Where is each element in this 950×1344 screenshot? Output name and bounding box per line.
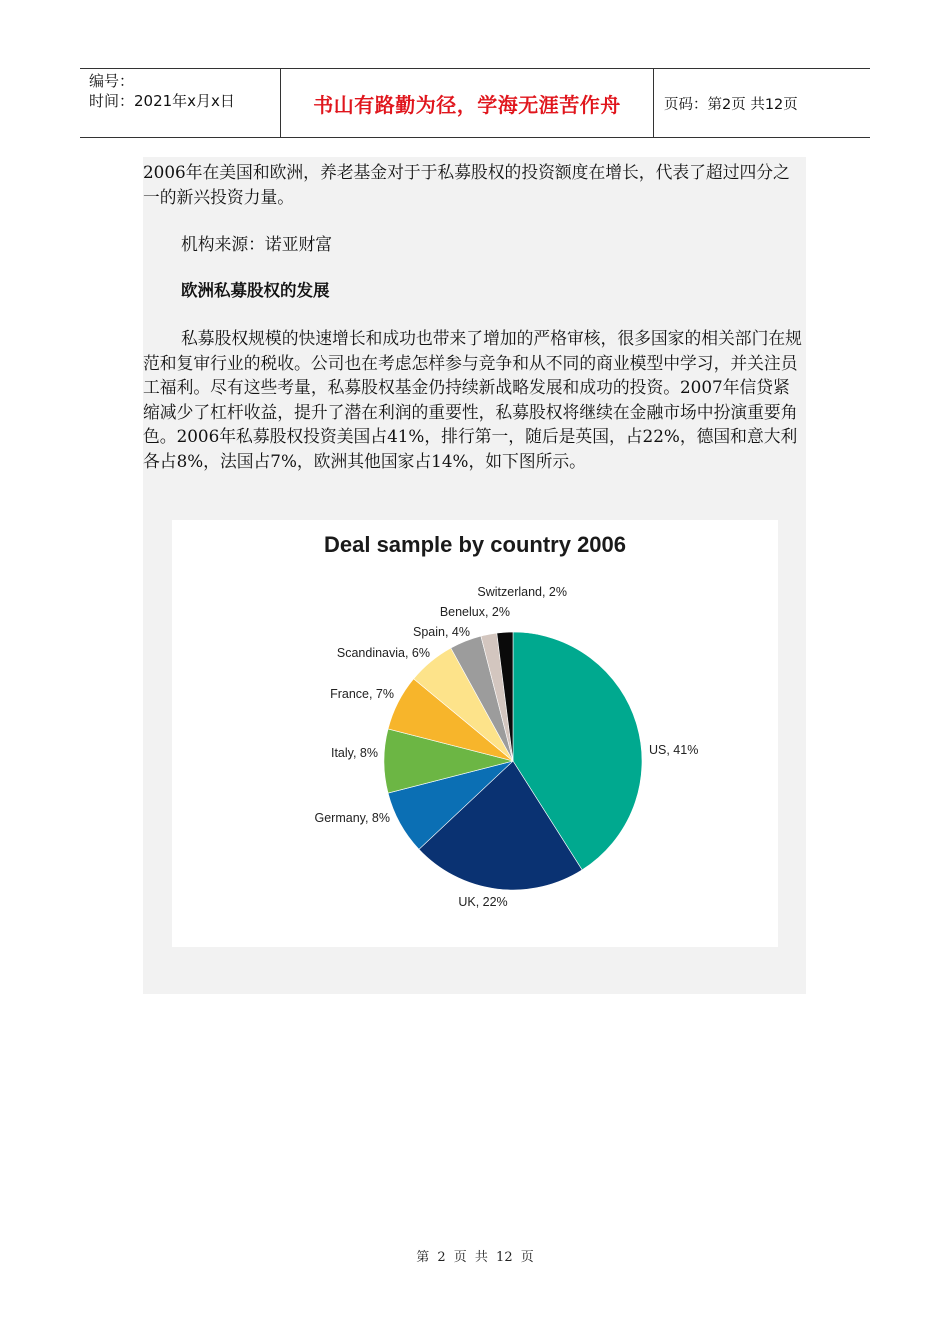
section-heading: 欧洲私募股权的发展 — [181, 281, 330, 300]
pie-chart-container — [172, 520, 778, 947]
slice-label-spain: Spain, 4% — [413, 625, 470, 639]
pie-chart — [172, 520, 778, 947]
slice-label-scandinavia: Scandinavia, 6% — [336, 646, 430, 660]
doc-number-label: 编号： — [89, 72, 135, 90]
slice-label-italy: Italy, 8% — [330, 746, 378, 760]
slice-label-germany: Germany, 8% — [314, 811, 390, 825]
paragraph-europe-pe: 私募股权规模的快速增长和成功也带来了增加的严格审核，很多国家的相关部门在规范和复审行业的税收。公司也在考虑怎样参与竞争和从不同的商业模型中学习，并关注员工福利。尽有这些考量，私募股权基金仍持续新战略发展和成功的投资。2007年信贷紧缩减少了杠杆收益，提升了潜在利润的重要性，私募股权将继续在金融市场中扮演重要角色。2006年私募股权投资美国占41%，排行第一，随后是英国，占22%，德国和意大利各占8%，法国占7%，欧洲其他国家占14%，如下图所示。 — [143, 328, 802, 471]
header-meta — [80, 69, 281, 137]
slice-label-france: France, 7% — [330, 687, 394, 701]
content-area — [143, 157, 806, 994]
chart-title: Deal sample by country 2006 — [323, 532, 627, 557]
page-footer: 第 2 页 共 12 页 — [416, 1250, 534, 1265]
paragraph-pension-funds: 2006年在美国和欧洲，养老基金对于于私募股权的投资额度在增长，代表了超过四分之一的新兴投资力量。 — [143, 162, 790, 207]
slice-label-us: US, 41% — [649, 743, 699, 757]
slice-label-uk: UK, 22% — [458, 895, 508, 909]
page-header — [80, 68, 870, 138]
slice-label-benelux: Benelux, 2% — [439, 605, 510, 619]
slice-label-switzerland: Switzerland, 2% — [477, 585, 567, 599]
header-page-info: 页码：第2页 共12页 — [664, 96, 798, 113]
header-motto: 书山有路勤为径，学海无涯苦作舟 — [281, 69, 654, 137]
source-line: 机构来源：诺亚财富 — [181, 234, 333, 254]
time-label: 时间：2021年x月x日 — [89, 92, 235, 110]
